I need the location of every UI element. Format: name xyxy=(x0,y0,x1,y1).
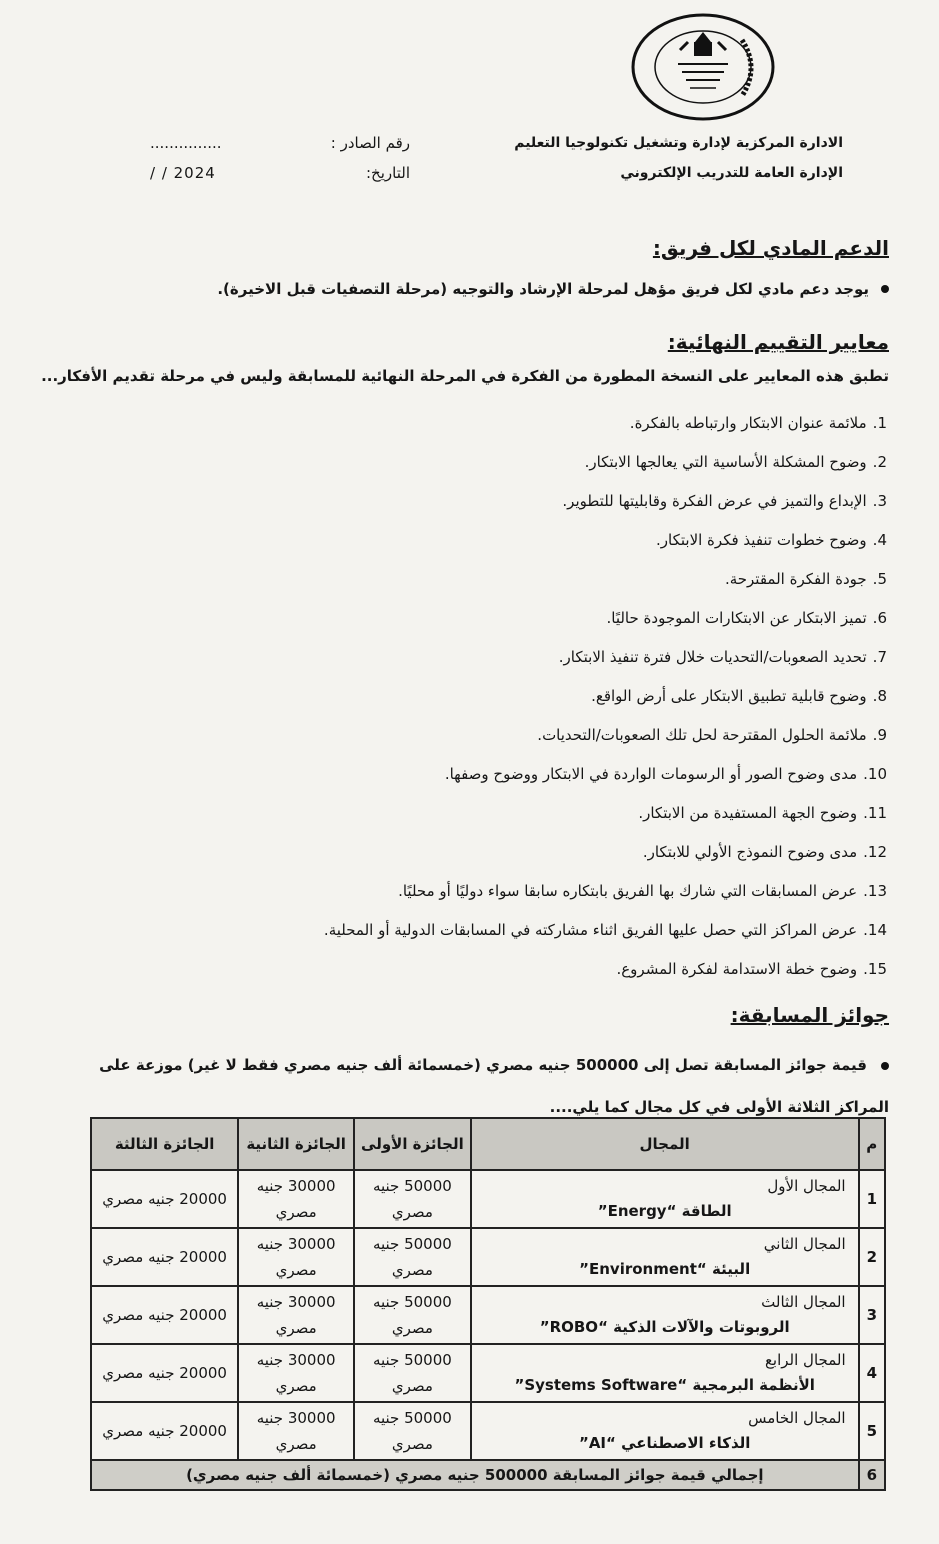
list-item: 1.ملائمة عنوان الابتكار وارتباطه بالفكرة. xyxy=(629,414,887,432)
col-header-prize-3: الجائزة الثالثة xyxy=(91,1118,238,1170)
col-header-field: المجال xyxy=(471,1118,859,1170)
list-item: 3.الإبداع والتميز في عرض الفكرة وقابليتها للتطوير. xyxy=(562,492,887,510)
row-num: 6 xyxy=(859,1460,885,1490)
list-item: 9.ملائمة الحلول المقترحة لحل تلك الصعوبات/التحديات. xyxy=(537,726,887,744)
list-item: 8.وضوح قابلية تطبيق الابتكار على أرض الواقع. xyxy=(591,687,887,705)
prize-3-cell: 20000 جنيه مصري xyxy=(91,1344,238,1402)
table-header-row xyxy=(91,1118,885,1170)
prizes-table xyxy=(90,1117,886,1491)
list-item: 5.جودة الفكرة المقترحة. xyxy=(724,570,887,588)
prize-1-cell: 50000 جنيه مصري xyxy=(354,1402,471,1460)
bullet-dot-icon xyxy=(881,285,889,293)
table-row xyxy=(91,1344,885,1402)
org-header xyxy=(423,128,843,188)
list-item: 13.عرض المسابقات التي شارك بها الفريق بابتكاره سابقا سواء دوليًا أو محليًا. xyxy=(398,882,887,900)
prize-3-cell: 20000 جنيه مصري xyxy=(91,1228,238,1286)
prize-1-cell: 50000 جنيه مصري xyxy=(354,1286,471,1344)
list-item: 14.عرض المراكز التي حصل عليها الفريق اثناء مشاركته في المسابقات الدولية أو المحلية. xyxy=(323,921,887,939)
table-total-row xyxy=(91,1460,885,1490)
col-header-prize-1: الجائزة الأولى xyxy=(354,1118,471,1170)
prize-2-cell: 30000 جنيه مصري xyxy=(238,1228,354,1286)
criteria-list xyxy=(47,409,887,994)
row-num: 4 xyxy=(859,1344,885,1402)
date-value: / / 2024 xyxy=(150,164,216,182)
list-item: 10.مدى وضوح الصور أو الرسومات الواردة في الابتكار ووضوح وصفها. xyxy=(444,765,887,783)
row-num: 3 xyxy=(859,1286,885,1344)
list-item: 4.وضوح خطوات تنفيذ فكرة الابتكار. xyxy=(656,531,887,549)
field-cell: المجال الثالث الروبوتات والآلات الذكية “ROBO” xyxy=(471,1286,859,1344)
list-item: 6.تميز الابتكار عن الابتكارات الموجودة حاليًا. xyxy=(606,609,887,627)
field-cell: المجال الثاني البيئة “Environment” xyxy=(471,1228,859,1286)
col-header-num: م xyxy=(859,1118,885,1170)
field-cell: المجال الرابع الأنظمة البرمجية “Systems Software” xyxy=(471,1344,859,1402)
criteria-title: معايير التقييم النهائية: xyxy=(667,330,889,354)
prize-2-cell: 30000 جنيه مصري xyxy=(238,1286,354,1344)
field-cell: المجال الأول الطاقة “Energy” xyxy=(471,1170,859,1228)
prize-1-cell: 50000 جنيه مصري xyxy=(354,1228,471,1286)
org-line-2: الإدارة العامة للتدريب الإلكتروني xyxy=(620,165,843,181)
prizes-title: جوائز المسابقة: xyxy=(730,1003,889,1027)
total-text: إجمالي قيمة جوائز المسابقة 500000 جنيه مصري (خمسمائة ألف جنيه مصري) xyxy=(91,1460,859,1490)
row-num: 2 xyxy=(859,1228,885,1286)
ministry-seal-icon xyxy=(630,12,776,122)
prize-2-cell: 30000 جنيه مصري xyxy=(238,1170,354,1228)
prizes-bullet-text: قيمة جوائز المسابقة تصل إلى 500000 جنيه مصري (خمسمائة ألف جنيه مصري فقط لا غير) موزعة على المراكز الثلاثة الأولى في كل مجال كما يلي.... xyxy=(99,1056,889,1116)
table-row xyxy=(91,1402,885,1460)
prize-3-cell: 20000 جنيه مصري xyxy=(91,1402,238,1460)
row-num: 1 xyxy=(859,1170,885,1228)
list-item: 12.مدى وضوح النموذج الأولي للابتكار. xyxy=(642,843,887,861)
prize-3-cell: 20000 جنيه مصري xyxy=(91,1286,238,1344)
support-title: الدعم المادي لكل فريق: xyxy=(652,236,889,260)
support-bullet xyxy=(217,280,889,298)
issue-no-label: رقم الصادر : xyxy=(330,134,410,152)
table-row xyxy=(91,1286,885,1344)
table-row xyxy=(91,1228,885,1286)
issue-info xyxy=(150,128,410,188)
prize-2-cell: 30000 جنيه مصري xyxy=(238,1402,354,1460)
prize-1-cell: 50000 جنيه مصري xyxy=(354,1170,471,1228)
table-row xyxy=(91,1170,885,1228)
prize-1-cell: 50000 جنيه مصري xyxy=(354,1344,471,1402)
bullet-dot-icon xyxy=(881,1062,889,1070)
support-bullet-text: يوجد دعم مادي لكل فريق مؤهل لمرحلة الإرشاد والتوجيه (مرحلة التصفيات قبل الاخيرة). xyxy=(217,280,869,298)
org-line-1: الادارة المركزية لإدارة وتشغيل تكنولوجيا التعليم xyxy=(514,135,843,151)
list-item: 15.وضوح خطة الاستدامة لفكرة المشروع. xyxy=(616,960,887,978)
row-num: 5 xyxy=(859,1402,885,1460)
list-item: 2.وضوح المشكلة الأساسية التي يعالجها الابتكار. xyxy=(584,453,887,471)
field-cell: المجال الخامس الذكاء الاصطناعي “AI” xyxy=(471,1402,859,1460)
prizes-bullet xyxy=(49,1044,889,1128)
criteria-intro: تطبق هذه المعايير على النسخة المطورة من الفكرة في المرحلة النهائية للمسابقة وليس في مرحلة تقديم الأفكار... xyxy=(41,367,889,385)
issue-no-value: ............... xyxy=(150,134,222,152)
list-item: 11.وضوح الجهة المستفيدة من الابتكار. xyxy=(638,804,887,822)
col-header-prize-2: الجائزة الثانية xyxy=(238,1118,354,1170)
date-label: التاريخ: xyxy=(366,164,410,182)
prize-3-cell: 20000 جنيه مصري xyxy=(91,1170,238,1228)
list-item: 7.تحديد الصعوبات/التحديات خلال فترة تنفيذ الابتكار. xyxy=(558,648,887,666)
prize-2-cell: 30000 جنيه مصري xyxy=(238,1344,354,1402)
